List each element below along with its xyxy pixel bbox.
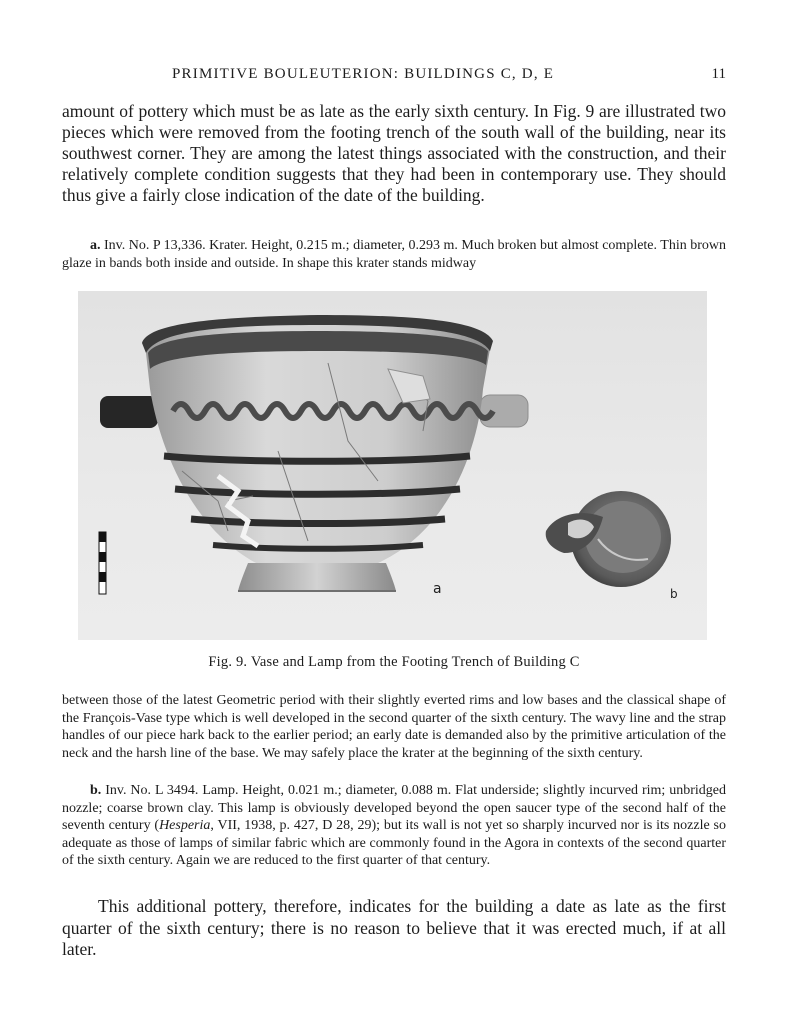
krater-wavy-line: [173, 404, 493, 418]
entry-b-text-2: , VII, 1938, p. 427, D 28, 29); but its wall is not yet so sharply incurved nor is its nozzle so adequate as those of lamps of similar fabric which are commonly found in the Agora in contexts of the second quarter of the sixth century. Again we are reduced to the first quarter of that century.: [62, 818, 726, 868]
final-paragraph: This additional pottery, therefore, indicates for the building a date as late as the first quarter of the sixth century; there is no reason to believe that it was erected much, if at all later.: [62, 896, 726, 959]
entry-b-text-1: Inv. No. L 3494. Lamp. Height, 0.021 m.; diameter, 0.088 m. Flat underside; slightly incurved rim; unbridged nozzle; coarse brown clay. This lamp is obviously developed beyond the open saucer type of the second half of the seventh century (: [62, 783, 727, 833]
entry-b-citation: Hesperia: [159, 818, 211, 833]
figure-caption: Fig. 9. Vase and Lamp from the Footing Trench of Building C: [208, 654, 580, 670]
catalog-entry-b: [62, 782, 726, 870]
lamp-interior: [585, 501, 661, 573]
lamp-object: [546, 491, 671, 587]
krater-left-handle: [100, 396, 158, 428]
krater-foot: [238, 563, 396, 591]
page-number: 11: [711, 66, 726, 82]
krater-right-handle: [480, 395, 528, 427]
vase-and-lamp-photo: [78, 291, 707, 640]
figure-label-b: b: [670, 587, 678, 601]
running-title: PRIMITIVE BOULEUTERION: BUILDINGS C, D, E: [172, 66, 555, 82]
figure-photo: [78, 291, 707, 640]
catalog-entry-a: [62, 237, 726, 272]
catalog-entry-a-continued: between those of the latest Geometric period with their slightly everted rims and low bases and the classical shape of the François-Vase type which is well developed in the second quarter of the sixth century. The wavy line and the strap handles of our piece hark back to the earlier period; an early date is demanded also by the primitive articulation of the neck and the harsh line of the base. We may safely place the krater at the beginning of the sixth century.: [62, 693, 726, 761]
krater-vessel: [100, 315, 528, 591]
scale-bar: [99, 532, 106, 594]
running-head: [62, 66, 726, 86]
entry-a-text: Inv. No. P 13,336. Krater. Height, 0.215 m.; diameter, 0.293 m. Much broken but almost complete. Thin brown glaze in bands both inside and outside. In shape this krater stands midway: [62, 238, 727, 271]
figure-label-a: a: [433, 581, 442, 597]
intro-paragraph: amount of pottery which must be as late as the early sixth century. In Fig. 9 are illustrated two pieces which were removed from the footing trench of the south wall of the building, near its southwest corner. They are among the latest things associated with the construction, and their relatively complete condition suggests that they had been in contemporary use. They should thus give a fairly close indication of the date of the building.: [62, 101, 726, 205]
entry-a-letter: a.: [90, 238, 101, 253]
entry-b-letter: b.: [90, 783, 102, 798]
